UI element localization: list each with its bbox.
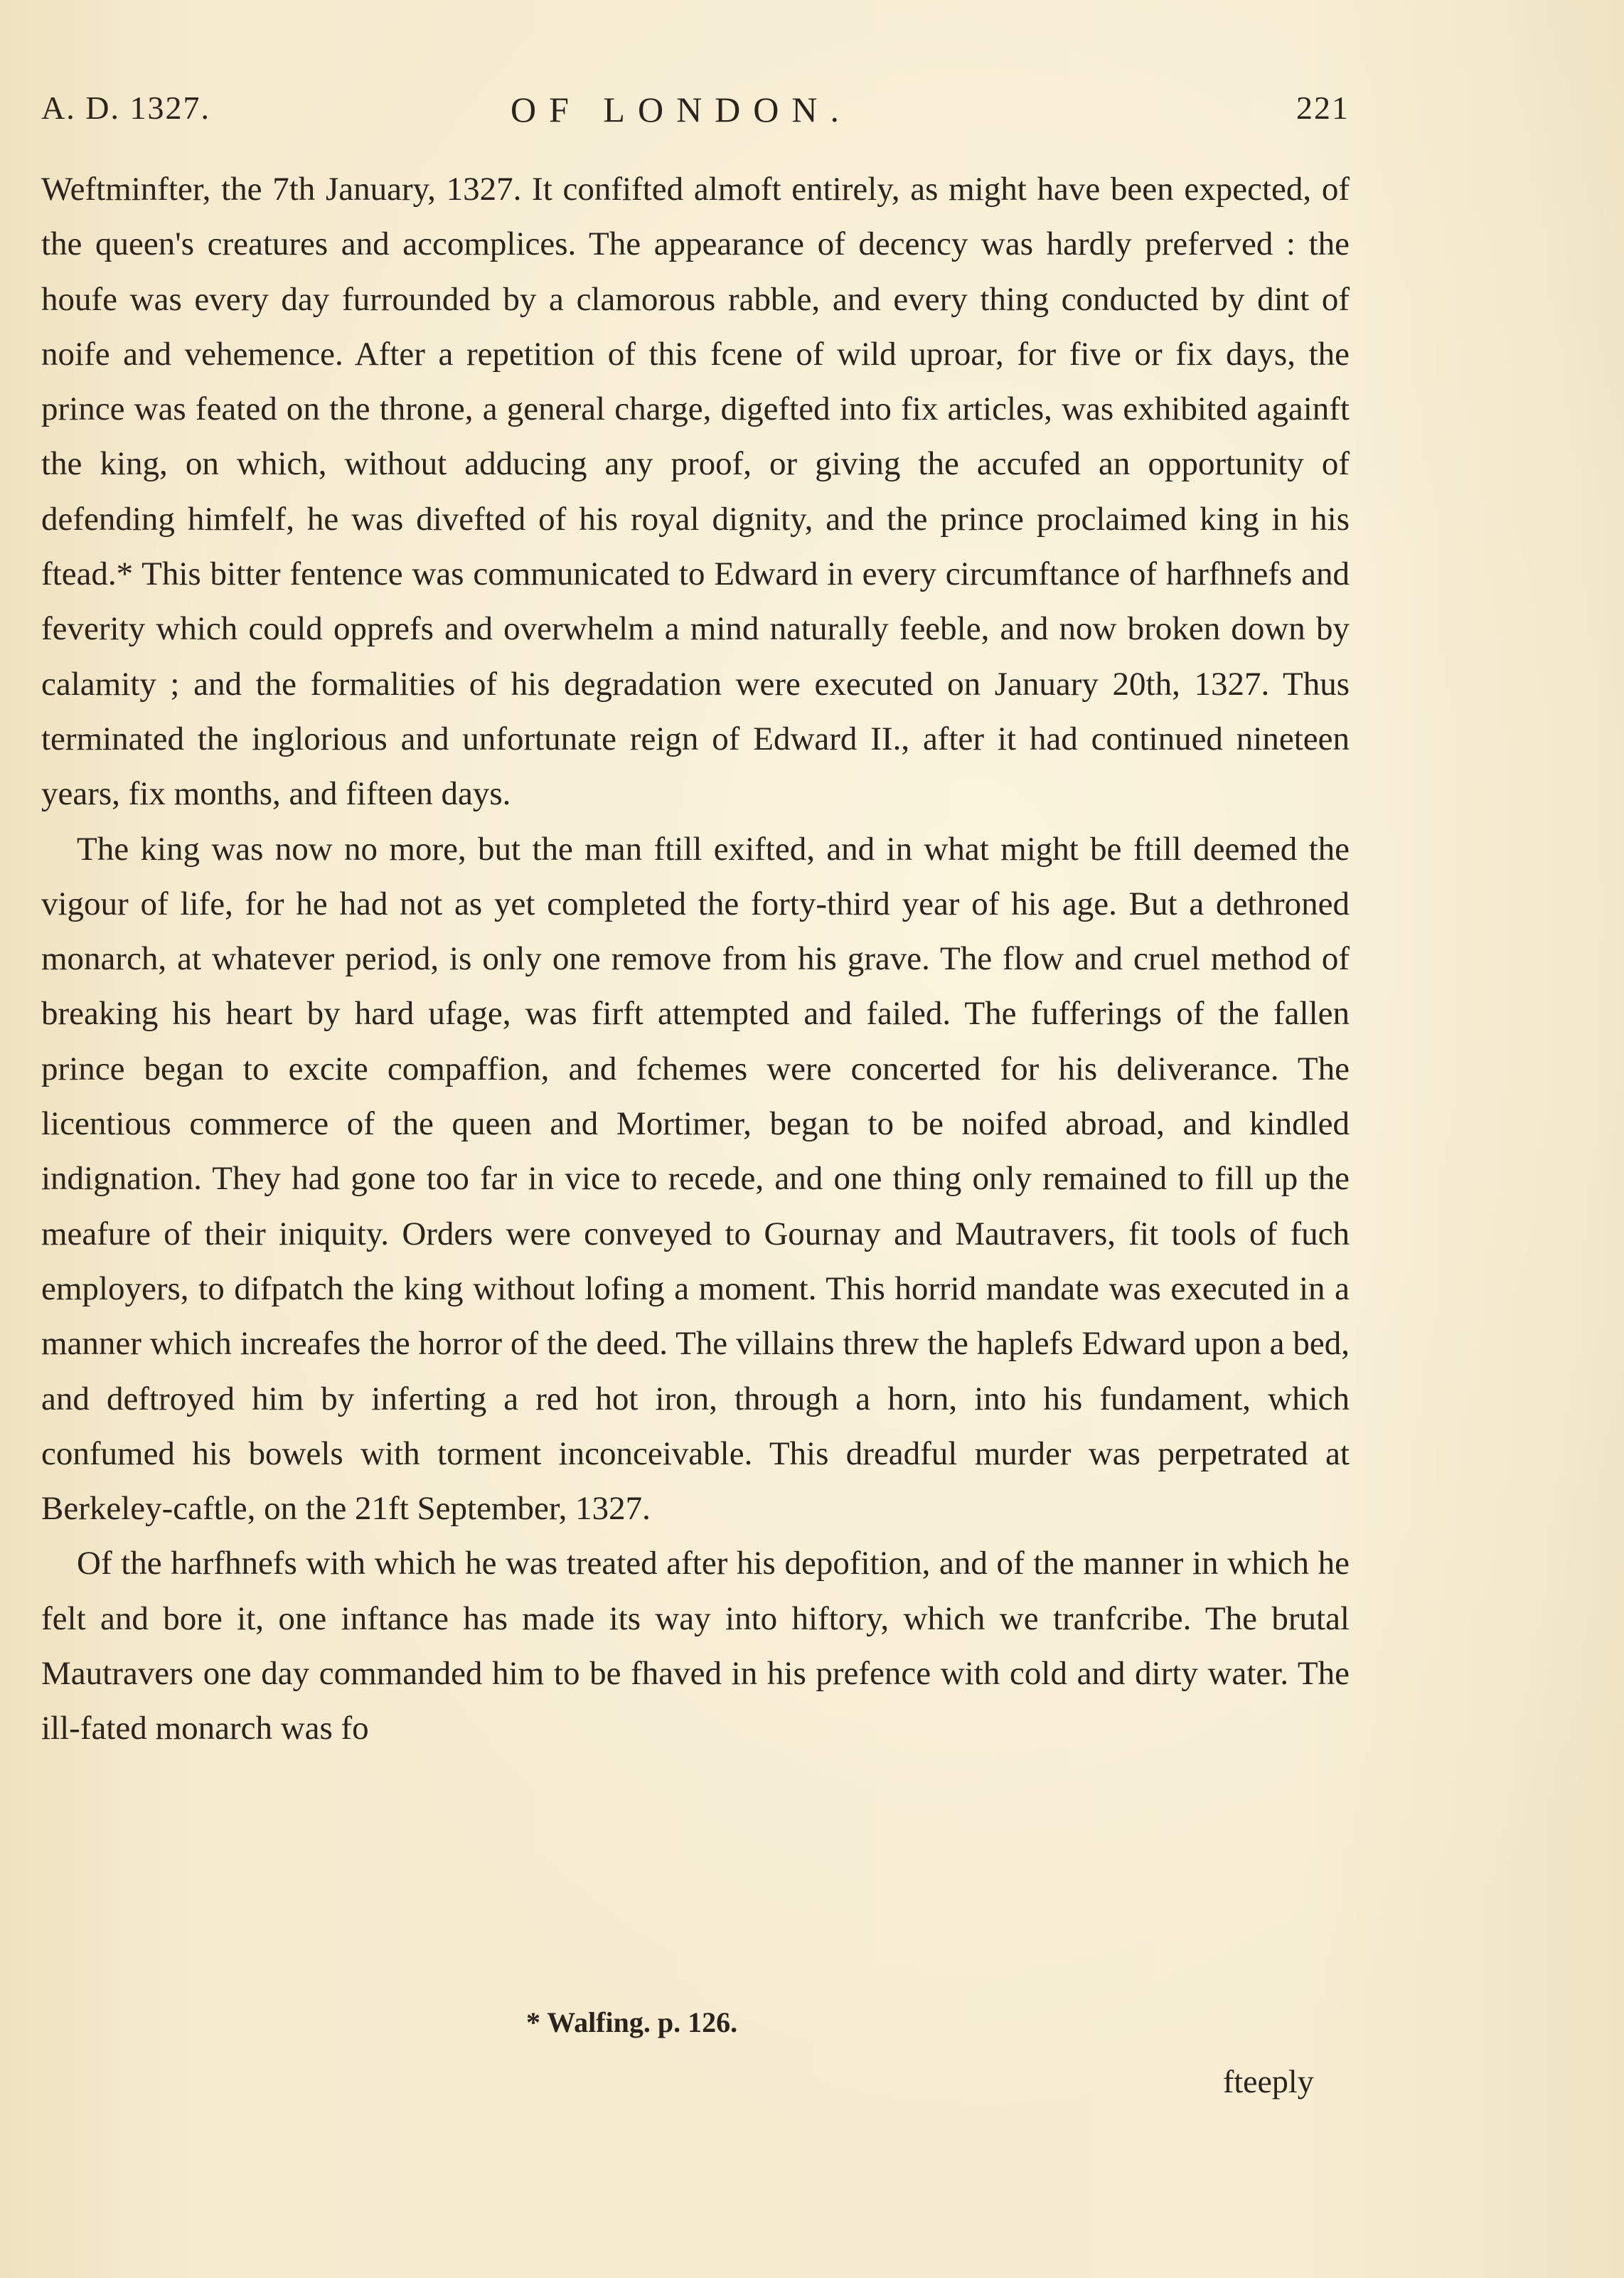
- page-number: 221: [1296, 90, 1350, 126]
- header-title: OF LONDON.: [511, 90, 852, 129]
- paragraph-2: The king was now no more, but the man ftill exifted, and in what might be ftill deemed the vigour of life, for he had not as yet completed the forty-third year of his age. But a dethroned monarch, at whatever period, is only one remove from his grave. The flow and cruel method of breaking his heart by hard ufage, was firft attempted and failed. The fufferings of the fallen prince began to excite compaffion, and fchemes were concerted for his deliverance. The licentious commerce of the queen and Mortimer, began to be noifed abroad, and kindled indignation. They had gone too far in vice to recede, and one thing only remained to fill up the meafure of their iniquity. Orders were conveyed to Gournay and Mautravers, fit tools of fuch employers, to difpatch the king without lofing a moment. This horrid mandate was executed in a manner which increafes the horror of the deed. The villains threw the haplefs Edward upon a bed, and deftroyed him by inferting a red hot iron, through a horn, into his fundament, which confumed his bowels with torment inconceivable. This dreadful murder was perpetrated at Berkeley-caftle, on the 21ft September, 1327.: [41, 830, 1350, 1528]
- paragraph-3: Of the harfhnefs with which he was treated after his depofition, and of the manner in which he felt and bore it, one inftance has made its way into hiftory, which we tranfcribe. The brutal Mautravers one day commanded him to be fhaved in his prefence with cold and dirty water. The ill-fated monarch was fo: [41, 1545, 1350, 1747]
- catchword: fteeply: [1223, 2063, 1314, 2099]
- running-header: [41, 89, 1350, 139]
- footnote: * Walfing. p. 126.: [526, 2006, 738, 2038]
- paragraph-1: Weftminfter, the 7th January, 1327. It confifted almoft entirely, as might have been expected, of the queen's creatures and accomplices. The appearance of decency was hardly preferved : the houfe was every day furrounded by a clamorous rabble, and every thing conducted by dint of noife and vehemence. After a repetition of this fcene of wild uproar, for five or fix days, the prince was feated on the throne, a general charge, digefted into fix articles, was exhibited againft the king, on which, without adducing any proof, or giving the accufed an opportunity of defending himfelf, he was divefted of his royal dignity, and the prince proclaimed king in his ftead.* This bitter fentence was communicated to Edward in every circumftance of harfhnefs and feverity which could opprefs and overwhelm a mind naturally feeble, and now broken down by calamity ; and the formalities of his degradation were executed on January 20th, 1327. Thus terminated the inglorious and unfortunate reign of Edward II., after it had continued nineteen years, fix months, and fifteen days.: [41, 171, 1350, 813]
- body-text: [41, 162, 1350, 1757]
- header-year: A. D. 1327.: [41, 90, 210, 126]
